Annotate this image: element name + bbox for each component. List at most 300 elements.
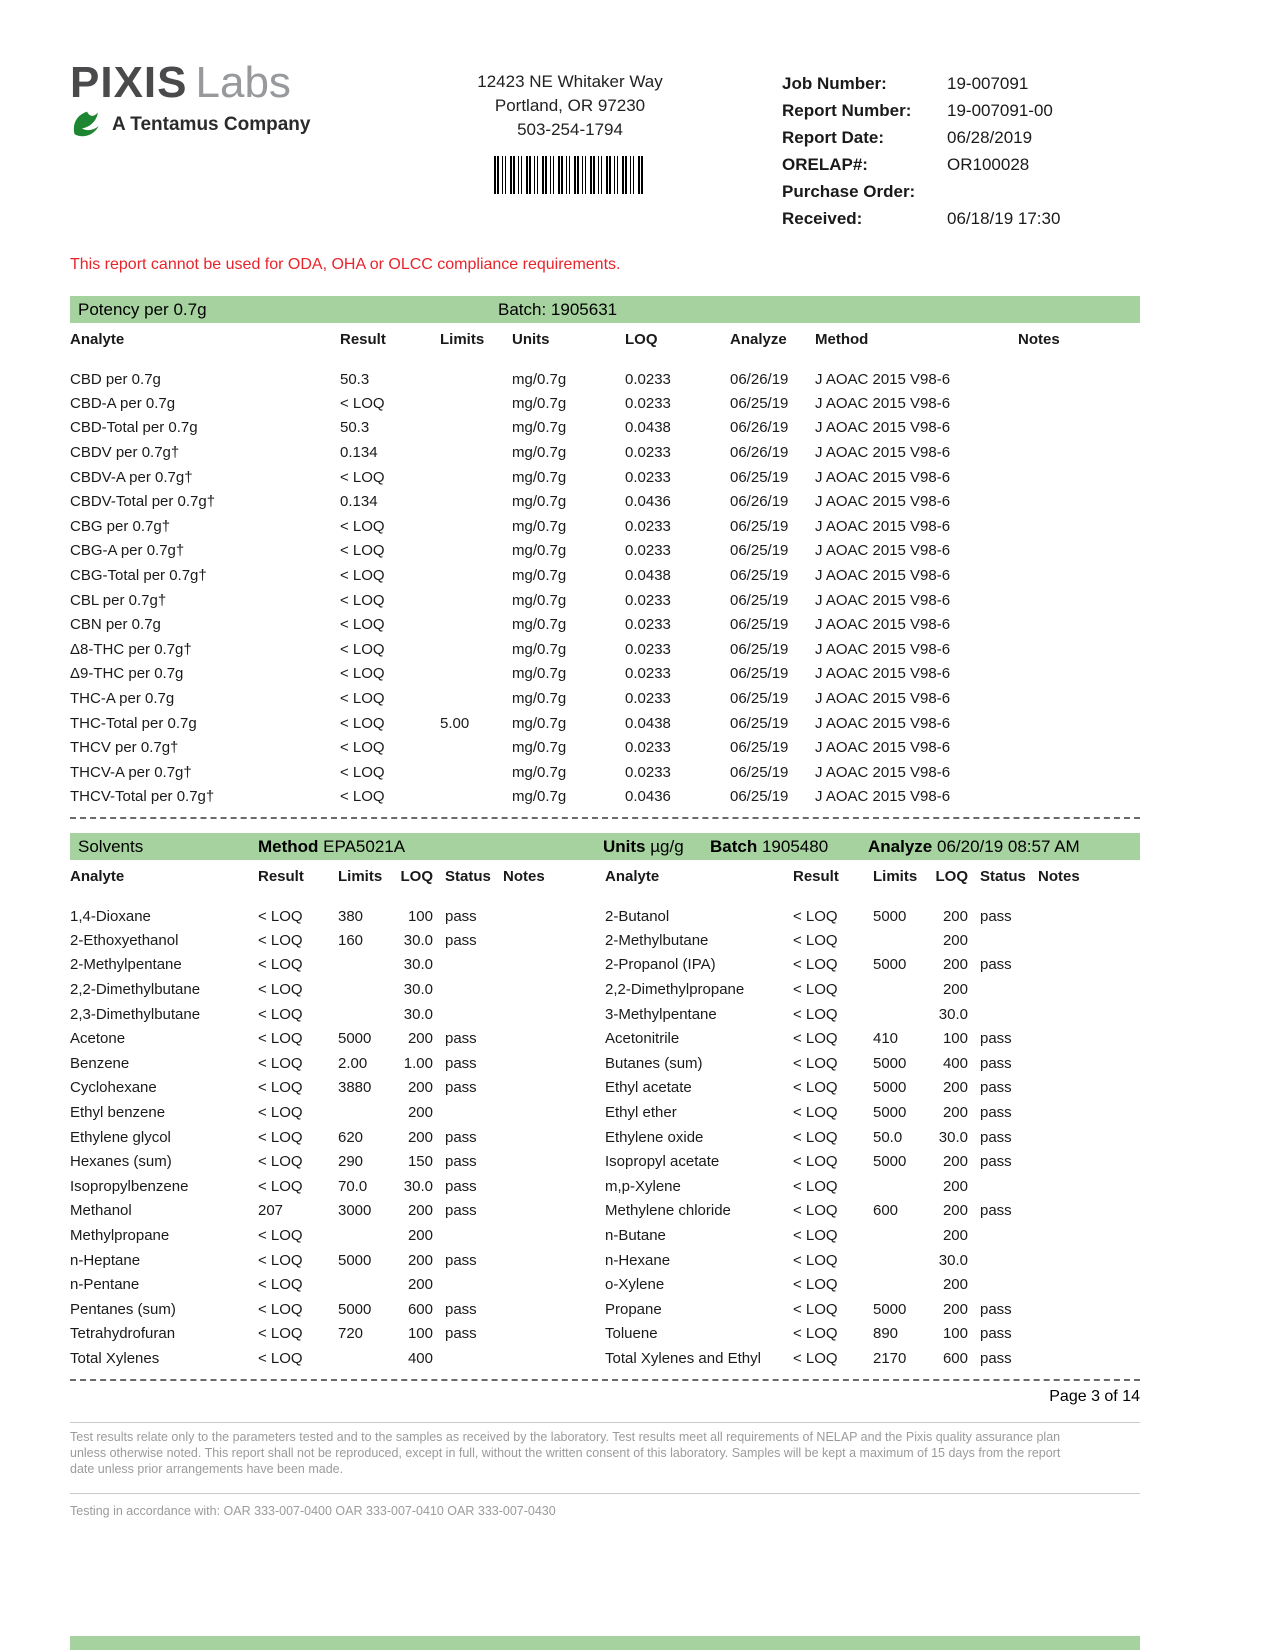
solvents-table-left	[70, 860, 605, 1371]
table-row	[70, 1346, 605, 1371]
table-cell	[1038, 1125, 1140, 1150]
table-cell: < LOQ	[340, 763, 385, 781]
report-header	[70, 0, 1140, 232]
table-cell: < LOQ	[793, 1128, 838, 1146]
table-cell: < LOQ	[340, 640, 385, 658]
table-cell	[1038, 1297, 1140, 1322]
table-cell: 0.0233	[625, 370, 671, 388]
table-cell: 410	[873, 1030, 899, 1048]
table-cell	[1018, 563, 1140, 588]
table-cell: 100	[407, 907, 433, 925]
table-row	[605, 1076, 1140, 1101]
table-cell: J AOAC 2015 V98-6	[815, 443, 951, 461]
footer-green-bar	[70, 1636, 1140, 1650]
table-row	[605, 928, 1140, 953]
table-cell: < LOQ	[258, 931, 303, 949]
table-cell: < LOQ	[793, 1104, 838, 1122]
table-row	[70, 953, 605, 978]
section-divider-bottom	[70, 1379, 1140, 1381]
column-header: Limits	[440, 331, 485, 348]
table-cell: 3880	[338, 1079, 372, 1097]
table-cell	[503, 953, 605, 978]
table-row	[70, 735, 1140, 760]
table-row	[605, 1100, 1140, 1125]
table-cell: 100	[407, 1325, 433, 1343]
table-cell	[1018, 514, 1140, 539]
table-row	[70, 760, 1140, 785]
table-cell: < LOQ	[258, 1227, 303, 1245]
table-cell: mg/0.7g	[512, 443, 567, 461]
table-cell: < LOQ	[793, 1005, 838, 1023]
table-cell: J AOAC 2015 V98-6	[815, 763, 951, 781]
table-cell: 380	[338, 907, 364, 925]
table-cell: mg/0.7g	[512, 394, 567, 412]
table-cell: CBD-A per 0.7g	[70, 394, 176, 412]
table-cell: < LOQ	[793, 1030, 838, 1048]
table-cell: m,p-Xylene	[605, 1177, 681, 1195]
table-cell: THCV-Total per 0.7g†	[70, 788, 215, 806]
table-cell: 2,2-Dimethylpropane	[605, 981, 745, 999]
table-row	[605, 1002, 1140, 1027]
method-label: Method	[258, 837, 319, 857]
table-cell	[873, 928, 930, 953]
table-cell: 200	[407, 1030, 433, 1048]
table-cell: CBDV-A per 0.7g†	[70, 468, 193, 486]
table-cell: o-Xylene	[605, 1276, 665, 1294]
table-cell	[1038, 1026, 1140, 1051]
table-cell: < LOQ	[258, 1104, 303, 1122]
job-info-value: 19-007091	[947, 74, 1029, 93]
solvents-section-header	[70, 833, 1140, 860]
table-cell	[503, 1002, 605, 1027]
table-cell	[1018, 785, 1140, 810]
table-cell: 2,2-Dimethylbutane	[70, 981, 201, 999]
table-cell	[440, 391, 512, 416]
table-cell: pass	[445, 1202, 477, 1220]
barcode	[494, 156, 646, 194]
batch-label: Batch	[710, 837, 758, 857]
potency-title: Potency per 0.7g	[78, 300, 207, 319]
table-cell	[503, 894, 605, 928]
table-cell: < LOQ	[258, 1325, 303, 1343]
table-row	[70, 416, 1140, 441]
table-cell: < LOQ	[340, 542, 385, 560]
table-cell: 0.0438	[625, 714, 671, 732]
table-cell: Methylene chloride	[605, 1202, 731, 1220]
table-cell: 2-Methylbutane	[605, 931, 709, 949]
table-row	[605, 1051, 1140, 1076]
table-cell	[1038, 1272, 1140, 1297]
table-row	[70, 1051, 605, 1076]
table-row	[70, 1272, 605, 1297]
table-row	[70, 637, 1140, 662]
table-cell: 06/25/19	[730, 566, 789, 584]
table-cell: n-Butane	[605, 1227, 666, 1245]
table-cell: 0.0438	[625, 566, 671, 584]
table-cell: CBDV-Total per 0.7g†	[70, 493, 216, 511]
table-cell	[968, 1002, 1038, 1027]
table-cell	[1038, 1149, 1140, 1174]
table-cell	[968, 1248, 1038, 1273]
table-cell	[503, 1174, 605, 1199]
potency-batch: Batch: 1905631	[498, 300, 618, 319]
table-cell: mg/0.7g	[512, 640, 567, 658]
job-info-row	[782, 97, 1140, 124]
table-cell: Acetonitrile	[605, 1030, 680, 1048]
table-cell	[873, 1002, 930, 1027]
table-cell: 06/25/19	[730, 665, 789, 683]
table-cell: 200	[942, 1227, 968, 1245]
table-cell	[1038, 1346, 1140, 1371]
table-cell: < LOQ	[793, 1276, 838, 1294]
table-cell: J AOAC 2015 V98-6	[815, 714, 951, 732]
lab-address-block	[400, 60, 740, 232]
table-cell: mg/0.7g	[512, 517, 567, 535]
table-cell: 2-Ethoxyethanol	[70, 931, 179, 949]
solvents-analyze	[868, 833, 1080, 860]
table-row	[605, 894, 1140, 928]
table-cell: 06/25/19	[730, 788, 789, 806]
table-row	[70, 1174, 605, 1199]
table-cell: 0.134	[340, 443, 378, 461]
table-cell	[338, 1272, 395, 1297]
table-row	[605, 1174, 1140, 1199]
table-row	[70, 711, 1140, 736]
table-cell: 30.0	[403, 931, 433, 949]
job-info-row	[782, 124, 1140, 151]
table-cell	[433, 1100, 503, 1125]
table-cell: pass	[445, 1177, 477, 1195]
table-cell: 2-Butanol	[605, 907, 670, 925]
table-cell	[338, 1223, 395, 1248]
table-cell: pass	[980, 1104, 1012, 1122]
table-row	[70, 977, 605, 1002]
table-cell: pass	[980, 1128, 1012, 1146]
solvents-units	[603, 833, 684, 860]
table-cell: CBN per 0.7g	[70, 616, 161, 634]
table-cell: CBDV per 0.7g†	[70, 443, 180, 461]
table-cell	[1038, 1248, 1140, 1273]
table-cell: Ethyl benzene	[70, 1104, 166, 1122]
table-cell	[1038, 894, 1140, 928]
table-cell: 200	[942, 907, 968, 925]
job-info-label: Received:	[782, 209, 863, 228]
table-cell: Ethylene glycol	[70, 1128, 171, 1146]
table-cell: J AOAC 2015 V98-6	[815, 591, 951, 609]
table-cell	[338, 1002, 395, 1027]
table-cell	[440, 539, 512, 564]
table-cell	[873, 1174, 930, 1199]
table-cell: mg/0.7g	[512, 542, 567, 560]
table-cell	[440, 514, 512, 539]
table-cell	[1038, 1100, 1140, 1125]
section-divider	[70, 817, 1140, 819]
table-cell	[440, 662, 512, 687]
table-cell	[503, 1223, 605, 1248]
table-cell: pass	[980, 1153, 1012, 1171]
compliance-notice: This report cannot be used for ODA, OHA or OLCC compliance requirements.	[70, 256, 621, 273]
table-row	[605, 953, 1140, 978]
table-cell: 30.0	[938, 1005, 968, 1023]
table-cell: < LOQ	[793, 1202, 838, 1220]
table-cell: 400	[407, 1349, 433, 1367]
table-cell: < LOQ	[793, 1054, 838, 1072]
table-cell: < LOQ	[258, 1276, 303, 1294]
table-row	[70, 563, 1140, 588]
table-row	[70, 785, 1140, 810]
table-cell: 30.0	[403, 981, 433, 999]
table-cell	[440, 588, 512, 613]
table-row	[70, 539, 1140, 564]
table-cell	[338, 1346, 395, 1371]
table-cell: < LOQ	[258, 1005, 303, 1023]
column-header: Notes	[1018, 331, 1060, 348]
table-cell	[503, 1199, 605, 1224]
table-cell: 200	[942, 931, 968, 949]
solvents-table-right	[605, 860, 1140, 1371]
table-row	[605, 1199, 1140, 1224]
table-cell: Isopropylbenzene	[70, 1177, 189, 1195]
table-cell	[503, 1272, 605, 1297]
table-cell: mg/0.7g	[512, 493, 567, 511]
table-cell: 200	[942, 1104, 968, 1122]
table-cell	[440, 637, 512, 662]
table-cell: Δ9-THC per 0.7g	[70, 665, 184, 683]
table-cell: Tetrahydrofuran	[70, 1325, 176, 1343]
table-cell: < LOQ	[340, 394, 385, 412]
table-cell	[1018, 662, 1140, 687]
table-cell	[503, 1297, 605, 1322]
table-cell: pass	[980, 907, 1012, 925]
job-info-row	[782, 178, 1140, 205]
table-row	[605, 1297, 1140, 1322]
table-cell: < LOQ	[258, 1128, 303, 1146]
table-cell	[440, 563, 512, 588]
table-cell	[503, 928, 605, 953]
table-cell: J AOAC 2015 V98-6	[815, 517, 951, 535]
table-cell: mg/0.7g	[512, 468, 567, 486]
table-cell: Δ8-THC per 0.7g†	[70, 640, 192, 658]
table-cell: < LOQ	[793, 956, 838, 974]
table-cell: < LOQ	[258, 956, 303, 974]
table-cell: 30.0	[403, 1005, 433, 1023]
table-cell: 5000	[873, 1054, 907, 1072]
table-cell: 06/25/19	[730, 616, 789, 634]
table-cell: 0.0436	[625, 493, 671, 511]
table-cell: mg/0.7g	[512, 689, 567, 707]
column-header: LOQ	[625, 331, 658, 348]
table-cell: Methylpropane	[70, 1227, 170, 1245]
table-cell	[440, 440, 512, 465]
table-cell: < LOQ	[258, 1153, 303, 1171]
table-cell: pass	[980, 1300, 1012, 1318]
job-info-value: 19-007091-00	[947, 101, 1053, 120]
table-cell: mg/0.7g	[512, 370, 567, 388]
table-row	[605, 1125, 1140, 1150]
table-cell: 06/25/19	[730, 739, 789, 757]
table-cell	[338, 953, 395, 978]
table-cell: Pentanes (sum)	[70, 1300, 176, 1318]
table-cell: 3000	[338, 1202, 372, 1220]
table-cell: 5000	[338, 1030, 372, 1048]
table-cell: Total Xylenes and Ethyl	[605, 1349, 761, 1367]
table-cell	[1018, 440, 1140, 465]
leaf-icon	[70, 110, 104, 140]
table-cell: 200	[942, 956, 968, 974]
table-cell: < LOQ	[258, 1079, 303, 1097]
table-cell: CBG-Total per 0.7g†	[70, 566, 207, 584]
table-cell: pass	[445, 1079, 477, 1097]
table-cell	[1018, 465, 1140, 490]
logo-pixis-text: PIXIS	[70, 58, 188, 107]
table-row	[70, 1199, 605, 1224]
table-cell: < LOQ	[258, 1030, 303, 1048]
table-cell: 06/26/19	[730, 370, 789, 388]
table-cell: 0.0233	[625, 665, 671, 683]
job-info-label: Report Date:	[782, 128, 885, 147]
table-row	[605, 1149, 1140, 1174]
table-cell: 200	[407, 1079, 433, 1097]
table-cell: 06/26/19	[730, 419, 789, 437]
table-cell: 06/25/19	[730, 763, 789, 781]
column-header: Notes	[1038, 868, 1080, 886]
table-row	[70, 662, 1140, 687]
table-cell: 2-Methylpentane	[70, 956, 182, 974]
table-cell	[1018, 711, 1140, 736]
table-cell: < LOQ	[258, 1349, 303, 1367]
table-cell: 200	[407, 1104, 433, 1122]
address-line-2: Portland, OR 97230	[494, 96, 646, 115]
table-cell	[873, 1272, 930, 1297]
table-cell: 30.0	[938, 1128, 968, 1146]
logo-tagline	[70, 110, 400, 140]
table-cell: 5000	[873, 1153, 907, 1171]
table-cell: 150	[407, 1153, 433, 1171]
table-cell: CBG per 0.7g†	[70, 517, 171, 535]
logo-labs-text: Labs	[195, 58, 291, 107]
table-cell: < LOQ	[340, 566, 385, 584]
job-info-row	[782, 205, 1140, 232]
table-cell	[1018, 760, 1140, 785]
table-cell: 0.0233	[625, 394, 671, 412]
table-cell	[1018, 637, 1140, 662]
table-cell: < LOQ	[793, 931, 838, 949]
table-cell	[1038, 1051, 1140, 1076]
table-cell: mg/0.7g	[512, 788, 567, 806]
table-cell	[968, 1174, 1038, 1199]
table-row	[70, 686, 1140, 711]
table-row	[70, 1100, 605, 1125]
table-cell: 200	[407, 1227, 433, 1245]
table-row	[70, 612, 1140, 637]
table-cell: pass	[445, 1054, 477, 1072]
table-cell	[440, 686, 512, 711]
table-cell: n-Hexane	[605, 1251, 671, 1269]
table-cell	[1018, 539, 1140, 564]
table-cell: < LOQ	[793, 1349, 838, 1367]
table-cell: CBL per 0.7g†	[70, 591, 167, 609]
table-cell: Benzene	[70, 1054, 130, 1072]
table-cell	[338, 977, 395, 1002]
table-cell: pass	[980, 1202, 1012, 1220]
table-cell: 0.134	[340, 493, 378, 511]
table-cell	[433, 1223, 503, 1248]
table-cell: 200	[942, 1177, 968, 1195]
analyze-label: Analyze	[868, 837, 933, 857]
table-cell: 600	[407, 1300, 433, 1318]
table-row	[605, 1322, 1140, 1347]
table-cell	[968, 1272, 1038, 1297]
table-cell: J AOAC 2015 V98-6	[815, 468, 951, 486]
table-cell: < LOQ	[340, 714, 385, 732]
table-cell: 600	[942, 1349, 968, 1367]
job-info-label: Report Number:	[782, 101, 912, 120]
table-cell: 50.3	[340, 370, 370, 388]
table-cell: 1,4-Dioxane	[70, 907, 151, 925]
table-cell: pass	[980, 956, 1012, 974]
table-cell: < LOQ	[793, 1153, 838, 1171]
logo-wordmark	[70, 60, 400, 106]
table-cell: 5000	[873, 1300, 907, 1318]
table-cell: 5000	[873, 1104, 907, 1122]
table-cell	[1018, 612, 1140, 637]
table-row	[70, 391, 1140, 416]
table-cell: 06/25/19	[730, 394, 789, 412]
table-cell: 06/25/19	[730, 714, 789, 732]
table-cell: J AOAC 2015 V98-6	[815, 788, 951, 806]
table-cell	[338, 1100, 395, 1125]
batch-value: 1905480	[761, 837, 829, 857]
table-cell: 200	[407, 1276, 433, 1294]
table-row	[70, 1297, 605, 1322]
table-cell: 5000	[873, 1079, 907, 1097]
table-cell: pass	[445, 907, 477, 925]
table-cell: < LOQ	[340, 591, 385, 609]
table-cell: 200	[407, 1202, 433, 1220]
table-cell: 1.00	[403, 1054, 433, 1072]
table-row	[70, 1248, 605, 1273]
table-cell	[433, 1272, 503, 1297]
table-cell: J AOAC 2015 V98-6	[815, 419, 951, 437]
job-info-label: ORELAP#:	[782, 155, 868, 174]
footer-disclaimer: Test results relate only to the parameters tested and to the samples as received by the laboratory. Test results meet all requirements of NELAP and the Pixis quality assurance plan unless otherwise noted. This report shall not be reproduced, except in full, without the written consent of this laboratory. Samples will be kept a maximum of 15 days from the report date unless prior arrangements have been made.	[70, 1430, 1061, 1476]
table-cell	[440, 357, 512, 391]
table-cell: 400	[942, 1054, 968, 1072]
table-cell: mg/0.7g	[512, 739, 567, 757]
table-cell: 2-Propanol (IPA)	[605, 956, 716, 974]
table-cell: 890	[873, 1325, 899, 1343]
table-cell: J AOAC 2015 V98-6	[815, 739, 951, 757]
table-cell: pass	[445, 1030, 477, 1048]
table-cell: 5.00	[440, 714, 470, 732]
table-cell: 100	[942, 1030, 968, 1048]
solvents-right-header-row	[605, 860, 1140, 894]
table-row	[70, 1076, 605, 1101]
table-cell: < LOQ	[793, 1251, 838, 1269]
table-cell: J AOAC 2015 V98-6	[815, 493, 951, 511]
table-cell: 30.0	[938, 1251, 968, 1269]
table-cell	[503, 1149, 605, 1174]
table-cell	[1038, 953, 1140, 978]
solvents-method	[258, 833, 405, 860]
table-row	[70, 1026, 605, 1051]
table-cell: THC-Total per 0.7g	[70, 714, 197, 732]
table-cell: 200	[942, 981, 968, 999]
table-cell: 207	[258, 1202, 284, 1220]
table-cell: pass	[445, 1251, 477, 1269]
job-info-label: Job Number:	[782, 74, 887, 93]
table-cell	[503, 1100, 605, 1125]
